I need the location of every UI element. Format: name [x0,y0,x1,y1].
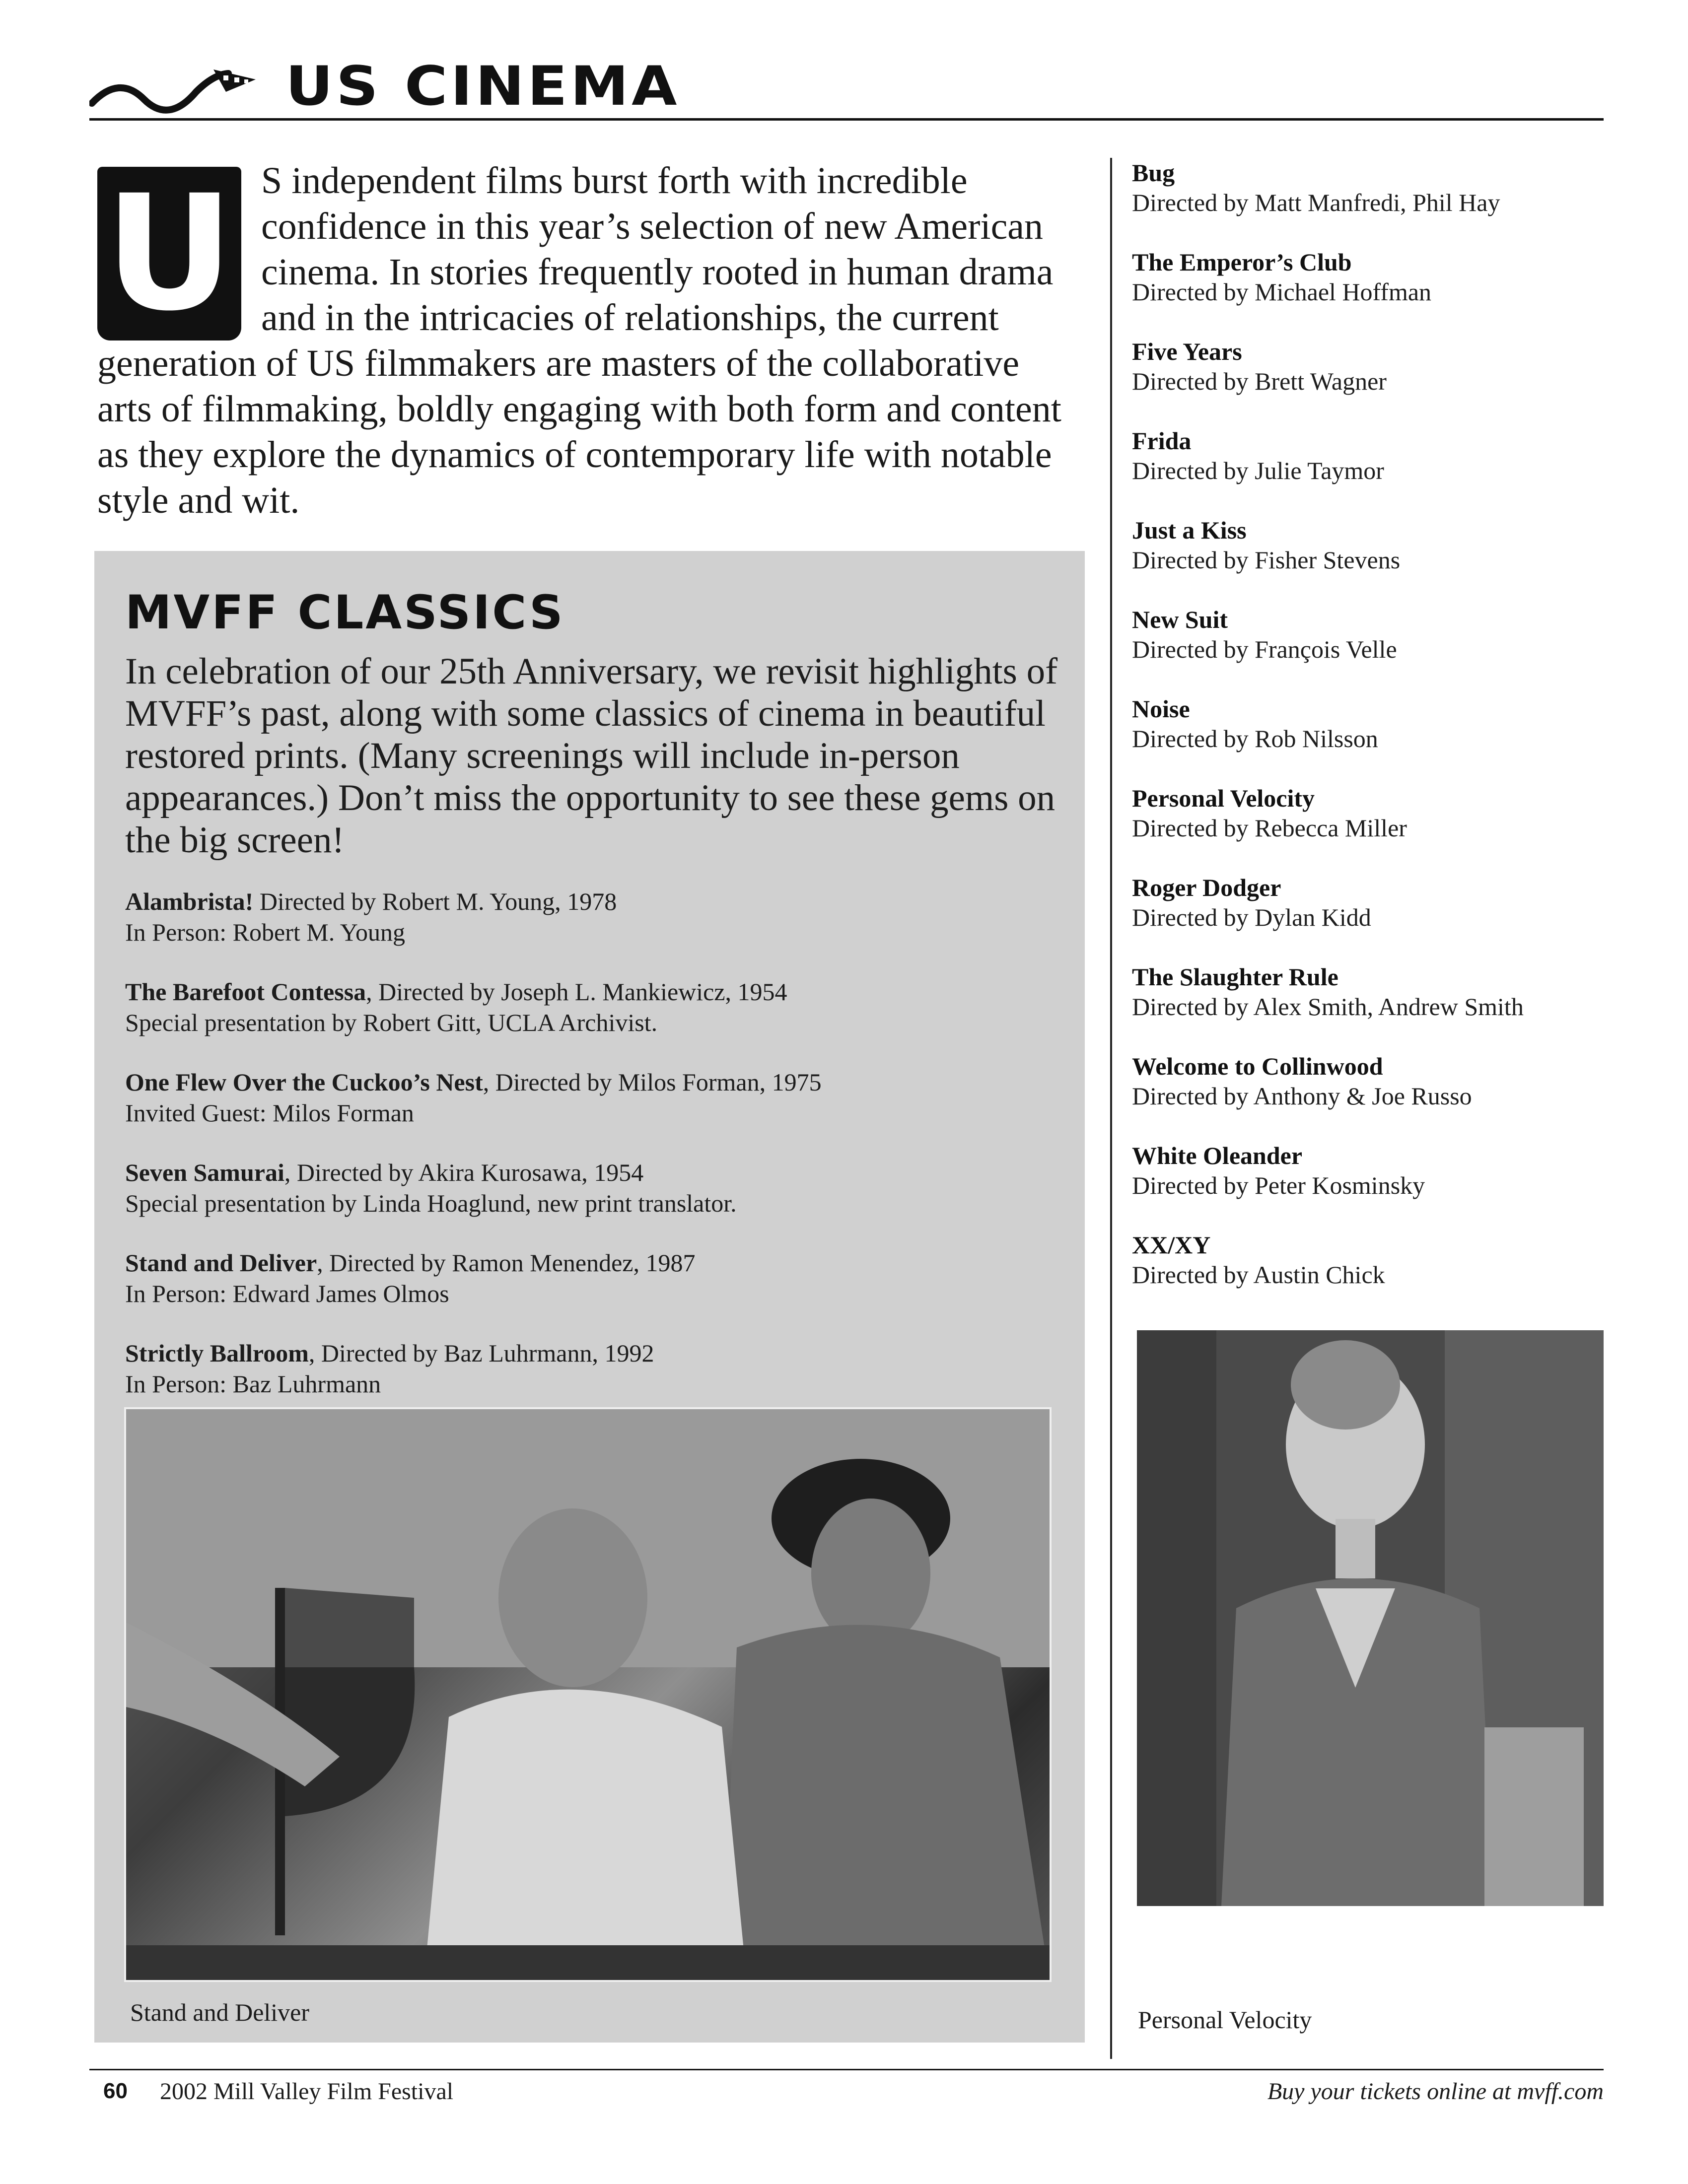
film-title: Stand and Deliver [125,1249,317,1277]
film-director: Directed by Alex Smith, Andrew Smith [1132,993,1524,1021]
footer-divider [89,2069,1604,2070]
film-title: Frida [1132,427,1192,455]
film-title: Just a Kiss [1132,516,1247,544]
list-item [1132,962,1604,1022]
film-title: Strictly Ballroom [125,1339,309,1367]
photo-illustration [126,1409,1050,1980]
film-details: , Directed by Joseph L. Mankiewicz, 1954 [366,978,787,1006]
stand-and-deliver-photo [124,1407,1052,1982]
drop-cap: U [97,167,241,341]
film-title: Noise [1132,695,1190,723]
list-item [1132,158,1604,217]
classics-panel [94,551,1085,2043]
classic-film-item [125,1338,1058,1399]
film-director: Directed by Julie Taymor [1132,457,1384,484]
us-cinema-film-list [1132,158,1604,1319]
film-details: , Directed by Baz Luhrmann, 1992 [308,1339,654,1367]
film-title: The Emperor’s Club [1132,248,1352,276]
film-note: Milos Forman [266,1099,414,1127]
film-details: , Directed by Akira Kurosawa, 1954 [284,1159,644,1186]
column-divider [1110,158,1112,2059]
classic-film-item [125,886,1058,948]
film-title: Alambrista! [125,887,254,915]
film-director: Directed by Rob Nilsson [1132,725,1378,752]
film-director: Directed by Matt Manfredi, Phil Hay [1132,189,1500,216]
right-photo-caption: Personal Velocity [1138,2006,1312,2034]
film-director: Directed by Dylan Kidd [1132,903,1371,931]
film-note: Special presentation by Robert Gitt, UCLA Archivist. [125,1009,658,1036]
classic-film-item [125,1067,1058,1128]
film-note-label: In Person: [125,918,227,946]
film-strip-wave-icon [89,65,258,119]
film-title: The Slaughter Rule [1132,963,1338,991]
film-title: Roger Dodger [1132,874,1281,901]
list-item [1132,873,1604,932]
list-item [1132,1141,1604,1200]
list-item [1132,337,1604,396]
film-note-label: In Person: [125,1370,227,1398]
classic-film-item [125,1247,1058,1309]
header-divider [89,118,1604,121]
list-item [1132,694,1604,753]
left-photo-caption: Stand and Deliver [130,1998,310,2026]
film-title: White Oleander [1132,1142,1303,1169]
film-director: Directed by Rebecca Miller [1132,814,1407,842]
film-title: Bug [1132,159,1175,187]
film-director: Directed by Michael Hoffman [1132,278,1432,306]
personal-velocity-photo [1137,1330,1604,1906]
film-director: Directed by Fisher Stevens [1132,546,1401,574]
film-title: XX/XY [1132,1231,1211,1259]
list-item [1132,605,1604,664]
film-title: Welcome to Collinwood [1132,1052,1383,1080]
film-director: Directed by François Velle [1132,635,1397,663]
film-details: Directed by Robert M. Young, 1978 [253,887,617,915]
film-title: New Suit [1132,606,1228,633]
film-director: Directed by Anthony & Joe Russo [1132,1082,1472,1110]
page-number: 60 [103,2079,128,2103]
photo-illustration [1137,1330,1604,1906]
classic-film-item [125,976,1058,1038]
film-director: Directed by Austin Chick [1132,1261,1385,1289]
section-title: US CINEMA [285,55,680,118]
classics-title: MVFF CLASSICS [125,586,565,640]
publication-name: 2002 Mill Valley Film Festival [160,2078,454,2105]
list-item [1132,1230,1604,1290]
film-note-label: Invited Guest: [125,1099,267,1127]
film-title: Five Years [1132,338,1242,365]
film-details: , Directed by Ramon Menendez, 1987 [317,1249,696,1277]
list-item [1132,1051,1604,1111]
classics-intro: In celebration of our 25th Anniversary, we revisit highlights of MVFF’s past, along with some classics of cinema in beautiful restored prints. (Many screenings will include in-person appearances.) Don’t miss the opportunity to see these gems on the big screen! [125,651,1058,861]
page-header [89,55,1604,119]
intro-text: S independent films burst forth with incredible confidence in this year’s selection of new American cinema. In stories frequently rooted in human drama and in the intricacies of relationships, the current generation of US filmmakers are masters of the collaborative arts of filmmaking, boldly engaging with both form and content as they explore the dynamics of contemporary life with notable style and wit. [97,160,1061,521]
classics-film-list [125,886,1058,1428]
film-title: Seven Samurai [125,1159,284,1186]
film-note-label: In Person: [125,1280,227,1307]
classic-film-item [125,1157,1058,1219]
footer-tagline: Buy your tickets online at mvff.com [1267,2078,1604,2105]
film-title: One Flew Over the Cuckoo’s Nest [125,1068,483,1096]
film-note: Robert M. Young [226,918,405,946]
intro-paragraph [97,158,1070,523]
film-director: Directed by Brett Wagner [1132,367,1387,395]
film-title: Personal Velocity [1132,784,1315,812]
list-item [1132,247,1604,307]
film-note: Special presentation by Linda Hoaglund, new print translator. [125,1189,737,1217]
film-note: Edward James Olmos [226,1280,449,1307]
film-title: The Barefoot Contessa [125,978,366,1006]
list-item [1132,515,1604,575]
film-director: Directed by Peter Kosminsky [1132,1171,1425,1199]
list-item [1132,783,1604,843]
film-details: , Directed by Milos Forman, 1975 [483,1068,822,1096]
film-note: Baz Luhrmann [226,1370,381,1398]
list-item [1132,426,1604,485]
